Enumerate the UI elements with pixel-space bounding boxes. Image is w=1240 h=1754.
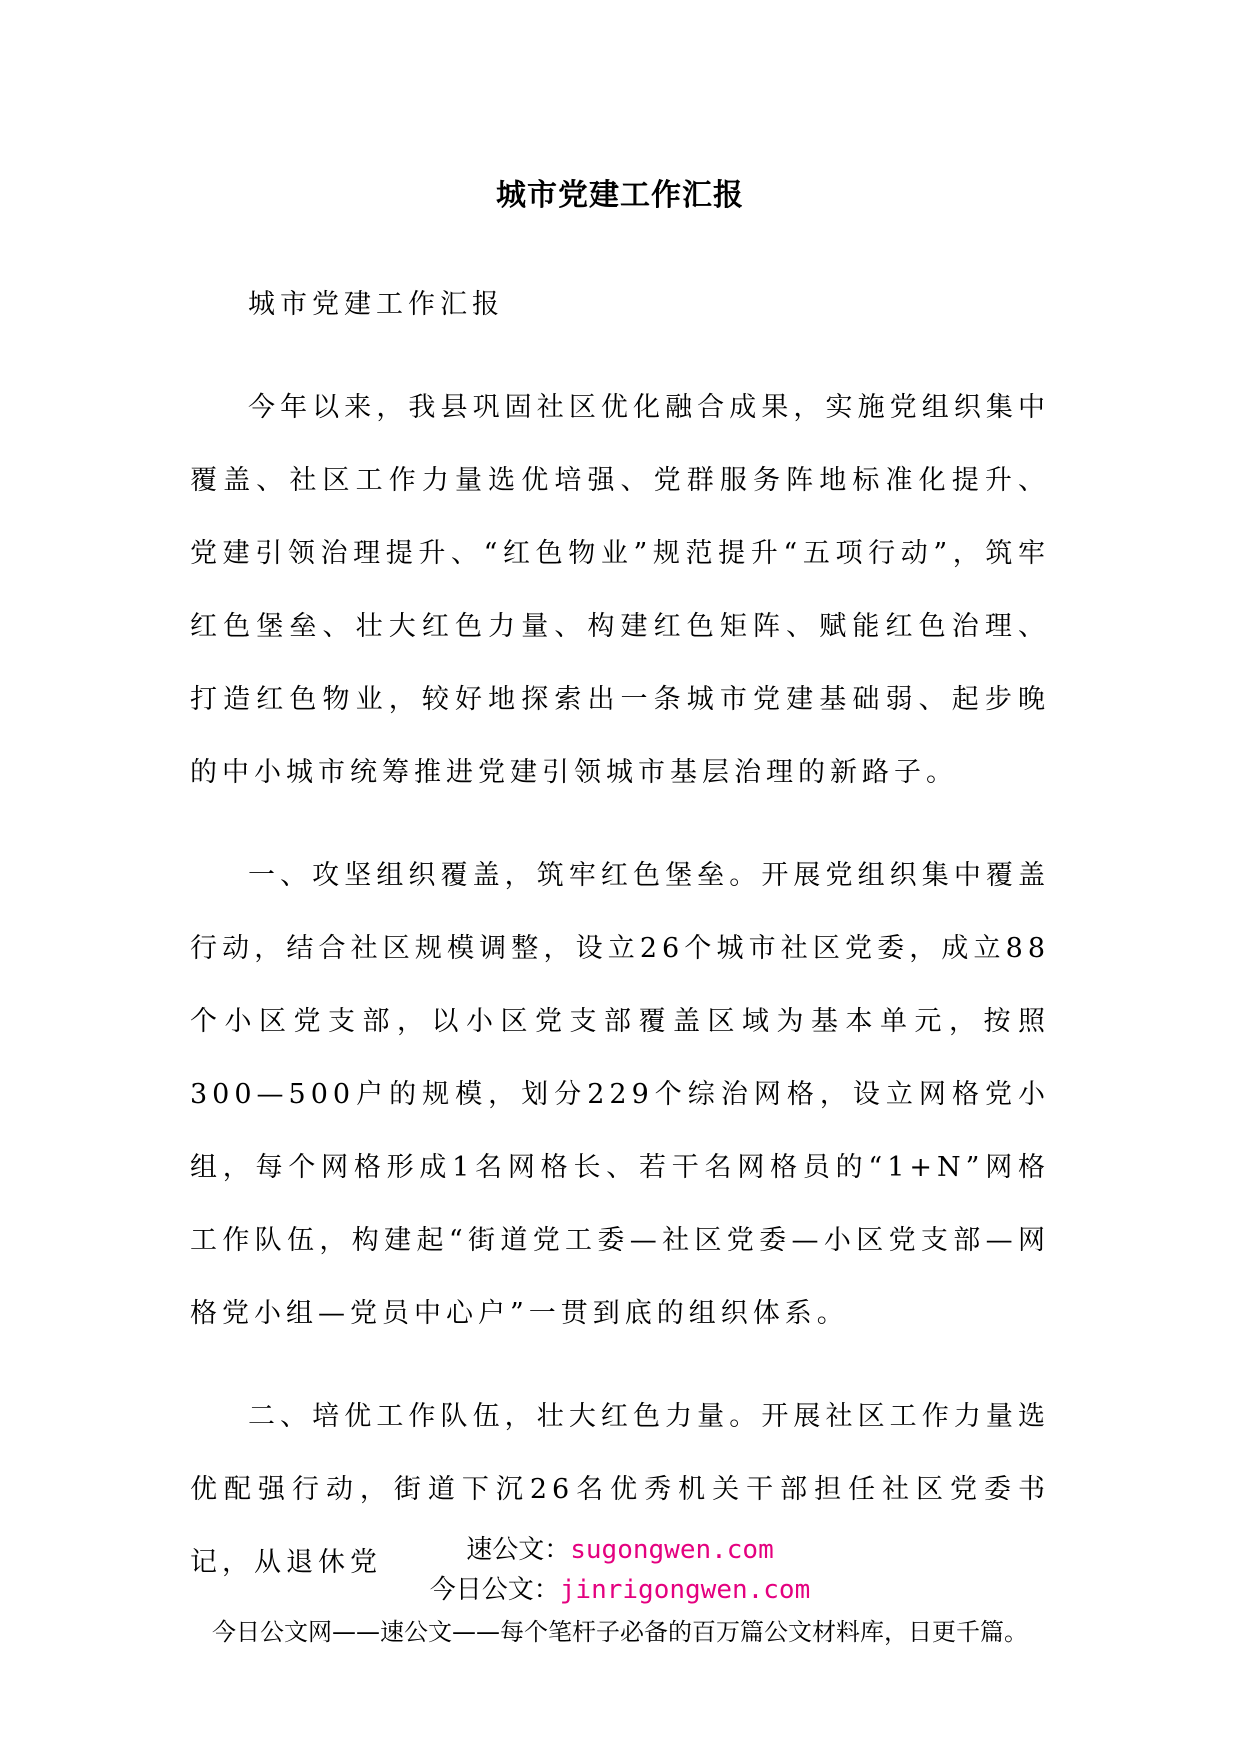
document-body <box>190 268 1050 1599</box>
paragraph: 一、攻坚组织覆盖，筑牢红色堡垒。开展党组织集中覆盖行动，结合社区规模调整，设立26个城市社区党委，成立88个小区党支部，以小区党支部覆盖区域为基本单元，按照300—500户的规模，划分229个综治网格，设立网格党小组，每个网格形成1名网格长、若干名网格员的“1+N”网格工作队伍，构建起“街道党工委—社区党委—小区党支部—网格党小组—党员中心户”一贯到底的组织体系。 <box>190 860 1050 1329</box>
paragraph: 二、培优工作队伍，壮大红色力量。开展社区工作力量选优配强行动，街道下沉26名优秀机关干部担任社区党委书记，从退休党 <box>190 1401 1050 1578</box>
footer-label: 今日公文： <box>429 1575 560 1605</box>
paragraph: 今年以来，我县巩固社区优化融合成果，实施党组织集中覆盖、社区工作力量选优培强、党群服务阵地标准化提升、党建引领治理提升、“红色物业”规范提升“五项行动”，筑牢红色堡垒、壮大红色力量、构建红色矩阵、赋能红色治理、打造红色物业，较好地探索出一条城市党建基础弱、起步晚的中小城市统筹推进党建引领城市基层治理的新路子。 <box>190 392 1050 788</box>
footer-line-jinrigongwen <box>0 1570 1240 1610</box>
footer <box>0 1530 1240 1650</box>
footer-label: 速公文： <box>466 1535 571 1565</box>
footer-slogan: 今日公文网——速公文——每个笔杆子必备的百万篇公文材料库，日更千篇。 <box>212 1618 1028 1646</box>
paragraph: 城市党建工作汇报 <box>248 289 504 320</box>
footer-link-jinrigongwen[interactable]: jinrigongwen.com <box>559 1575 811 1605</box>
document-title: 城市党建工作汇报 <box>496 178 744 213</box>
footer-link-sugongwen[interactable]: sugongwen.com <box>570 1535 774 1565</box>
footer-line-sugongwen <box>0 1530 1240 1570</box>
